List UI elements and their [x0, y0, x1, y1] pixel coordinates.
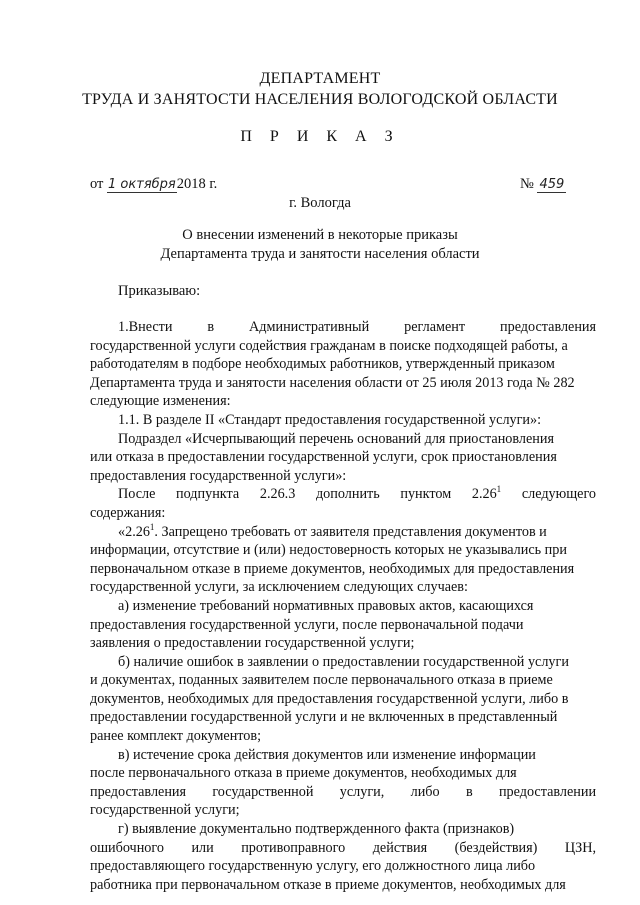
p5-line-1: «2.26$^1$. Запрещено требовать от заявителя представления документов и — [118, 522, 547, 540]
date-handwritten: 1 октября — [108, 177, 176, 192]
command-word: Приказываю: — [118, 283, 201, 299]
number-handwritten: 459 — [539, 177, 565, 192]
pg-line-1: г) выявление документально подтвержденного факта (признаков) — [118, 821, 515, 838]
number-prefix: № — [520, 176, 534, 192]
p1-line-3: работодателям в подборе необходимых работников, утвержденный приказом — [90, 356, 555, 373]
pb-line-2: и документах, поданных заявителем после первоначального отказа в приеме — [90, 672, 553, 689]
department-subheading: ТРУДА И ЗАНЯТОСТИ НАСЕЛЕНИЯ ВОЛОГОДСКОЙ ОБЛАСТИ — [82, 91, 558, 108]
p5-line-3: первоначальном отказе в приеме документов, необходимых для предоставления — [90, 560, 575, 577]
department-heading: ДЕПАРТАМЕНТ — [259, 70, 381, 87]
order-date — [90, 175, 217, 194]
pv-line-1: в) истечение срока действия документов или изменение информации — [118, 746, 536, 763]
date-year: 2018 г. — [176, 176, 218, 192]
pa-line-3: заявления о предоставлении государственной услуги; — [90, 635, 415, 652]
p3-line-3: предоставления государственной услуги»: — [90, 467, 347, 484]
p4-line-2: содержания: — [90, 504, 166, 521]
pb-line-3: документов, необходимых для предоставления государственной услуги, либо в — [90, 690, 569, 707]
p2-line-1: 1.1. В разделе II «Стандарт предоставления государственной услуги»: — [118, 411, 542, 428]
subject-line-1: О внесении изменений в некоторые приказы — [182, 227, 458, 243]
order-body — [90, 318, 596, 894]
p5-line-2: информации, отсутствие и (или) недостоверность которых не указывались при — [90, 542, 567, 559]
p1-line-4: Департамента труда и занятости населения области от 25 июля 2013 года № 282 — [90, 374, 575, 391]
pb-line-5: ранее комплект документов; — [90, 728, 262, 745]
p1-line-2: государственной услуги содействия гражданам в поиске подходящей работы, а — [90, 337, 568, 354]
pv-line-3: предоставления государственной услуги, либо в предоставлении — [90, 783, 596, 800]
city: г. Вологда — [289, 195, 351, 211]
p1-line-5: следующие изменения: — [90, 393, 231, 410]
order-number — [520, 175, 566, 194]
pb-line-1: б) наличие ошибок в заявлении о предоставлении государственной услуги — [118, 653, 569, 670]
pg-line-2: ошибочного или противоправного действия (бездействия) ЦЗН, — [90, 839, 596, 856]
date-prefix: от — [90, 176, 104, 192]
pg-line-3: предоставляющего государственную услугу, его должностного лица либо — [90, 858, 536, 875]
pa-line-1: а) изменение требований нормативных правовых актов, касающихся — [118, 597, 534, 614]
pg-line-4: работника при первоначальном отказе в приеме документов, необходимых для — [90, 876, 566, 893]
subject-line-2: Департамента труда и занятости населения области — [160, 246, 480, 262]
pa-line-2: предоставления государственной услуги, после первоначальной подачи — [90, 616, 524, 633]
p1-line-1: 1.Внести в Административный регламент предоставления — [118, 319, 596, 335]
order-title: П Р И К А З — [240, 128, 400, 145]
pb-line-4: предоставлении государственной услуги и не включенных в представленный — [90, 709, 558, 726]
p3-line-2: или отказа в предоставлении государственной услуги, срок приостановления — [90, 449, 557, 466]
pv-line-2: после первоначального отказа в приеме документов, необходимых для — [90, 765, 517, 782]
p3-line-1: Подраздел «Исчерпывающий перечень оснований для приостановления — [118, 430, 554, 447]
p5-line-4: государственной услуги, за исключением следующих случаев: — [90, 579, 468, 596]
pv-line-4: государственной услуги; — [90, 802, 240, 819]
p4-line-1: После подпункта 2.26.3 дополнить пунктом 2.26$^1$ следующего — [118, 485, 596, 503]
